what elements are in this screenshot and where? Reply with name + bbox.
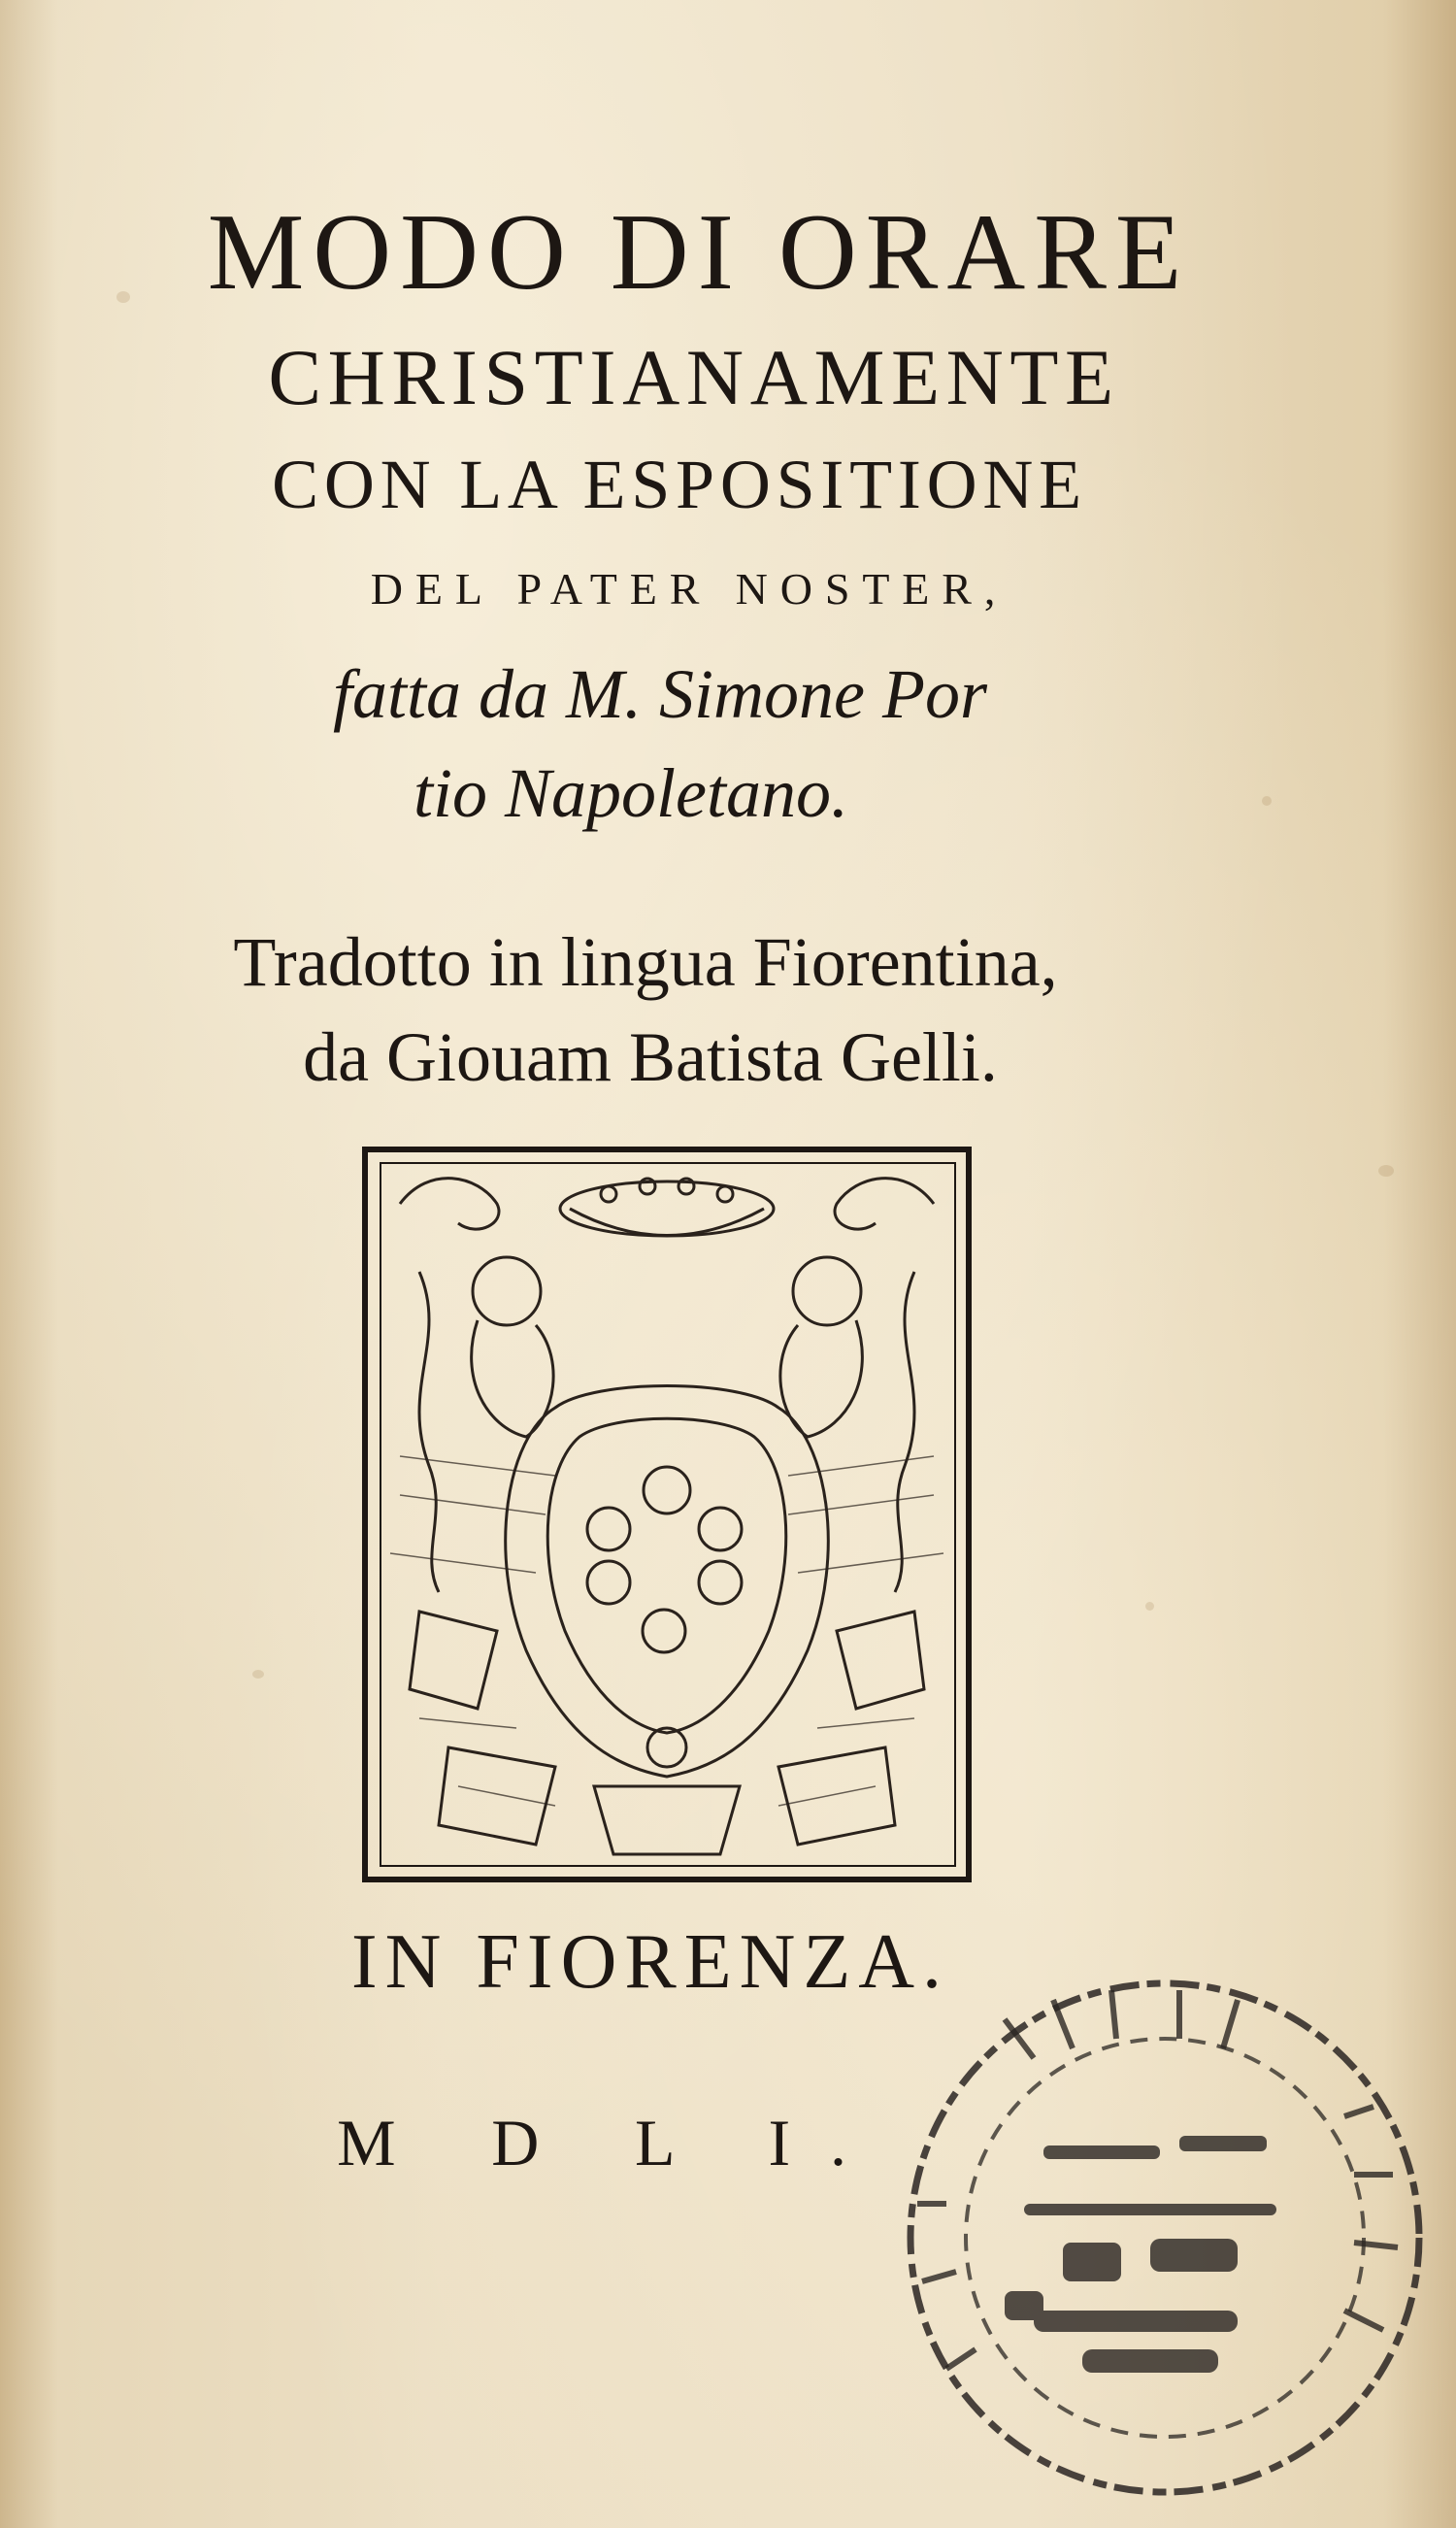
title-line-2: CHRISTIANAMENTE — [268, 333, 1120, 421]
imprint-year: M D L I. — [337, 2106, 886, 2179]
foxing-spot — [252, 1670, 264, 1679]
translation-line-2: da Giouam Batista Gelli. — [303, 1018, 998, 1096]
author-line-2: tio Napoletano. — [414, 754, 848, 832]
title-line-4: DEL PATER NOSTER, — [370, 564, 1009, 614]
coat-of-arms-woodcut — [361, 1146, 973, 1883]
imprint-place: IN FIORENZA. — [351, 1919, 949, 2005]
foxing-spot — [1145, 1602, 1154, 1611]
title-line-1: MODO DI ORARE — [207, 192, 1191, 313]
translation-line-1: Tradotto in lingua Fiorentina, — [233, 923, 1058, 1001]
foxing-spot — [1378, 1165, 1394, 1177]
title-line-3: CON LA ESPOSITIONE — [272, 446, 1087, 523]
author-line-1: fatta da M. Simone Por — [333, 655, 987, 733]
library-stamp-icon — [888, 1961, 1441, 2514]
